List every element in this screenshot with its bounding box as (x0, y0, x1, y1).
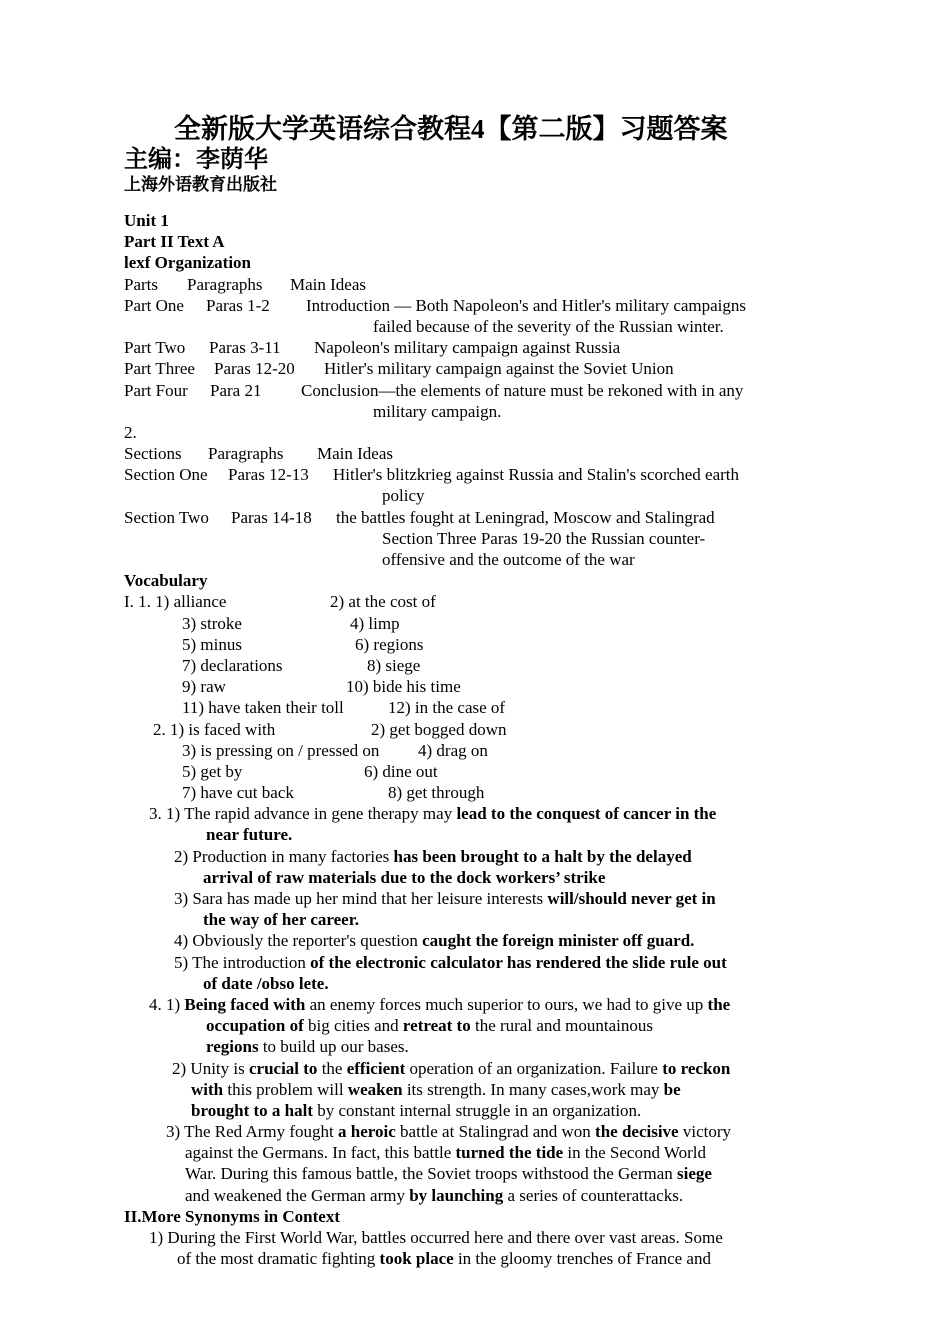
answer-text: the decisive (595, 1122, 679, 1142)
answer-text: the (707, 994, 731, 1014)
org2-row (124, 507, 824, 528)
org2-idea-cont: policy (382, 486, 425, 506)
vocab-ex2-line (124, 782, 824, 803)
vocab-item: 7) have cut back (182, 783, 294, 803)
org2-number: 2. (124, 422, 137, 442)
vocab-ex4-line (124, 1058, 824, 1079)
vocab-item: 7) declarations (182, 655, 283, 675)
vocab-ex4-line (124, 1036, 824, 1057)
org1-header-main-ideas: Main Ideas (290, 274, 367, 294)
org2-idea: the battles fought at Leningrad, Moscow and Stalingrad (336, 507, 715, 527)
sentence-text: 1) During the First World War, battles occurred here and there over vast areas. Some (149, 1228, 723, 1247)
vocab-ex3-line (124, 909, 824, 930)
org2-header-paragraphs: Paragraphs (208, 444, 284, 464)
answer-text: of the electronic calculator has rendered the slide rule out (310, 952, 727, 972)
vocab-ex4-line (124, 1015, 824, 1036)
org1-idea: Napoleon's military campaign against Russia (314, 338, 621, 358)
org1-paras: Para 21 (210, 380, 262, 400)
vocab-ex3-line (124, 867, 824, 888)
answer-text: siege (677, 1164, 712, 1184)
answer-text: will/should never get in (547, 889, 716, 908)
sentence-text: of the most dramatic fighting (177, 1249, 380, 1269)
org1-idea: Conclusion—the elements of nature must be rekoned with in any (301, 380, 744, 400)
answer-text: weaken (347, 1079, 403, 1099)
org2-header (124, 443, 824, 464)
org1-part: Part Three (124, 359, 195, 379)
editor-line: 主编：李荫华 (124, 147, 268, 173)
org2-row-cont (124, 549, 824, 570)
sentence-text: its strength. In many cases,work may (402, 1079, 664, 1099)
vocab-ex1-line (124, 676, 824, 697)
org1-idea-cont: military campaign. (373, 401, 502, 421)
sentence-text: battle at Stalingrad and won (395, 1122, 596, 1142)
org2-idea-cont: Section Three Paras 19-20 the Russian counter- (382, 528, 706, 548)
vocab-ex1-line (124, 634, 824, 655)
vocab-ex4-line (124, 994, 824, 1015)
section-title: lexf Organization (124, 253, 252, 273)
vocab-ex3-line (124, 930, 824, 951)
answer-text: turned the tide (455, 1143, 564, 1163)
vocab-item: 11) have taken their toll (182, 698, 344, 718)
vocab-ex4-line (124, 1142, 824, 1163)
org2-section: Section Two (124, 507, 209, 527)
sentence-text: in the Second World (563, 1143, 706, 1163)
answer-text: by launching (409, 1185, 504, 1205)
vocab-item: 8) siege (367, 655, 421, 675)
org2-idea: Hitler's blitzkrieg against Russia and Stalin's scorched earth (333, 465, 739, 485)
answer-text: crucial to (248, 1058, 318, 1078)
vocab-ex3-line (124, 888, 824, 909)
vocab-ex2-line (124, 761, 824, 782)
vocab-item: 6) dine out (364, 761, 438, 781)
org1-part: Part One (124, 295, 184, 315)
org1-header-paragraphs: Paragraphs (187, 274, 263, 294)
org1-idea: Hitler's military campaign against the Soviet Union (324, 359, 674, 379)
sentence-text: 5) The introduction (174, 952, 311, 972)
vocab-ex3-line (124, 824, 824, 845)
vocab-item: 3) is pressing on / pressed on (182, 740, 380, 760)
org2-header-main-ideas: Main Ideas (317, 444, 394, 464)
vocab-item: 4) drag on (418, 740, 488, 760)
org2-idea-cont: offensive and the outcome of the war (382, 550, 635, 569)
sentence-text: this problem will (223, 1079, 348, 1099)
answer-text: brought to a halt (191, 1100, 314, 1120)
answer-text: efficient (346, 1058, 406, 1078)
answer-text: has been brought to a halt by the delayed (393, 846, 692, 866)
org2-row-cont (124, 528, 824, 549)
sentence-text: in the gloomy trenches of France and (453, 1249, 711, 1269)
synonyms-line (124, 1227, 824, 1248)
org2-row (124, 464, 824, 485)
vocab-item: 4) limp (350, 613, 400, 633)
org1-idea: Introduction — Both Napoleon's and Hitler's military campaigns (306, 295, 747, 315)
answer-text: arrival of raw materials due to the dock workers’ strike (203, 867, 606, 887)
vocab-item: 9) raw (182, 677, 226, 697)
sentence-text: 3) Sara has made up her mind that her leisure interests (174, 889, 548, 908)
sentence-text: big cities and (303, 1016, 403, 1036)
sentence-text: 2) Unity is (172, 1058, 249, 1078)
vocab-ex4-line (124, 1079, 824, 1100)
answer-text: of date /obso lete. (203, 973, 329, 993)
sentence-text: to build up our bases. (258, 1037, 409, 1057)
sentence-text: 4. 1) (149, 994, 185, 1014)
sentence-text: a series of counterattacks. (503, 1185, 684, 1205)
org1-row-cont (124, 401, 824, 422)
vocab-ex3-line (124, 803, 824, 824)
synonyms-title: II.More Synonyms in Context (124, 1206, 340, 1226)
org1-paras: Paras 12-20 (214, 359, 295, 379)
answer-text: retreat to (402, 1016, 471, 1036)
answer-text: a heroic (338, 1122, 396, 1142)
answer-text: took place (379, 1249, 454, 1269)
sentence-text: 4) Obviously the reporter's question (174, 931, 423, 951)
org2-section: Section One (124, 465, 208, 485)
answer-text: be (663, 1079, 681, 1099)
vocab-ex1-line (124, 697, 824, 718)
org1-row (124, 337, 824, 358)
sentence-text: 3) The Red Army fought (166, 1122, 339, 1142)
unit-title: Unit 1 (124, 211, 169, 230)
answer-text: caught the foreign minister off guard. (422, 931, 695, 951)
org1-part: Part Four (124, 380, 188, 400)
vocab-ex2-line (124, 740, 824, 761)
answer-text: lead to the conquest of cancer in the (456, 804, 717, 824)
vocab-ex1-line (124, 613, 824, 634)
sentence-text: and weakened the German army (185, 1185, 410, 1205)
vocab-item: 6) regions (355, 634, 424, 654)
sentence-text: by constant internal struggle in an organization. (313, 1100, 642, 1120)
org1-row (124, 295, 824, 316)
vocabulary-title: Vocabulary (124, 571, 208, 591)
vocab-ex4-line (124, 1185, 824, 1206)
vocab-ex3-line (124, 973, 824, 994)
vocab-item: 10) bide his time (346, 677, 461, 697)
document-body (124, 210, 824, 1269)
publisher-line: 上海外语教育出版社 (124, 175, 277, 194)
answer-text: Being faced with (184, 994, 306, 1014)
document-title: 全新版大学英语综合教程4【第二版】习题答案 (174, 114, 728, 144)
org2-header-sections: Sections (124, 444, 182, 464)
org1-part: Part Two (124, 338, 186, 358)
vocab-item: 12) in the case of (388, 698, 506, 718)
vocab-item: 5) minus (182, 634, 242, 654)
sentence-text: operation of an organization. Failure (405, 1058, 663, 1078)
sentence-text: victory (678, 1122, 732, 1142)
vocab-ex1-line (124, 655, 824, 676)
org1-paras: Paras 3-11 (209, 338, 281, 358)
org2-paras: Paras 14-18 (231, 507, 312, 527)
vocab-ex4-line (124, 1163, 824, 1184)
org2-row-cont (124, 485, 824, 506)
org1-header (124, 274, 824, 295)
sentence-text: against the Germans. In fact, this battle (185, 1143, 456, 1163)
vocab-item: 2. 1) is faced with (153, 719, 276, 739)
vocab-ex4-line (124, 1100, 824, 1121)
org1-paras: Paras 1-2 (206, 295, 270, 315)
vocab-item: 2) get bogged down (371, 719, 507, 739)
org2-paras: Paras 12-13 (228, 465, 309, 485)
vocab-ex4-line (124, 1121, 824, 1142)
sentence-text: 2) Production in many factories (174, 846, 394, 866)
sentence-text: War. During this famous battle, the Soviet troops withstood the German (185, 1164, 678, 1184)
answer-text: occupation of (206, 1016, 304, 1036)
vocab-item: 8) get through (388, 783, 485, 803)
org1-row-cont (124, 316, 824, 337)
part-title: Part II Text A (124, 232, 225, 252)
sentence-text: 3. 1) The rapid advance in gene therapy may (149, 804, 457, 824)
vocab-ex3-line (124, 846, 824, 867)
org1-idea-cont: failed because of the severity of the Russian winter. (373, 316, 724, 336)
synonyms-line (124, 1248, 824, 1269)
sentence-text: the (317, 1058, 347, 1078)
answer-text: to reckon (662, 1058, 731, 1078)
vocab-ex3-line (124, 952, 824, 973)
sentence-text: an enemy forces much superior to ours, we had to give up (305, 994, 708, 1014)
org1-row (124, 380, 824, 401)
vocab-item: 5) get by (182, 761, 243, 781)
vocab-item: 2) at the cost of (330, 592, 436, 612)
answer-text: the way of her career. (203, 910, 359, 930)
vocab-ex1-line (124, 591, 824, 612)
answer-text: regions (206, 1037, 259, 1057)
vocab-item: I. 1. 1) alliance (124, 592, 227, 612)
answer-text: near future. (206, 825, 293, 845)
vocab-ex2-line (124, 719, 824, 740)
vocab-item: 3) stroke (182, 613, 242, 633)
org1-header-parts: Parts (124, 274, 158, 294)
sentence-text: the rural and mountainous (470, 1016, 653, 1036)
answer-text: with (191, 1079, 224, 1099)
org1-row (124, 358, 824, 379)
